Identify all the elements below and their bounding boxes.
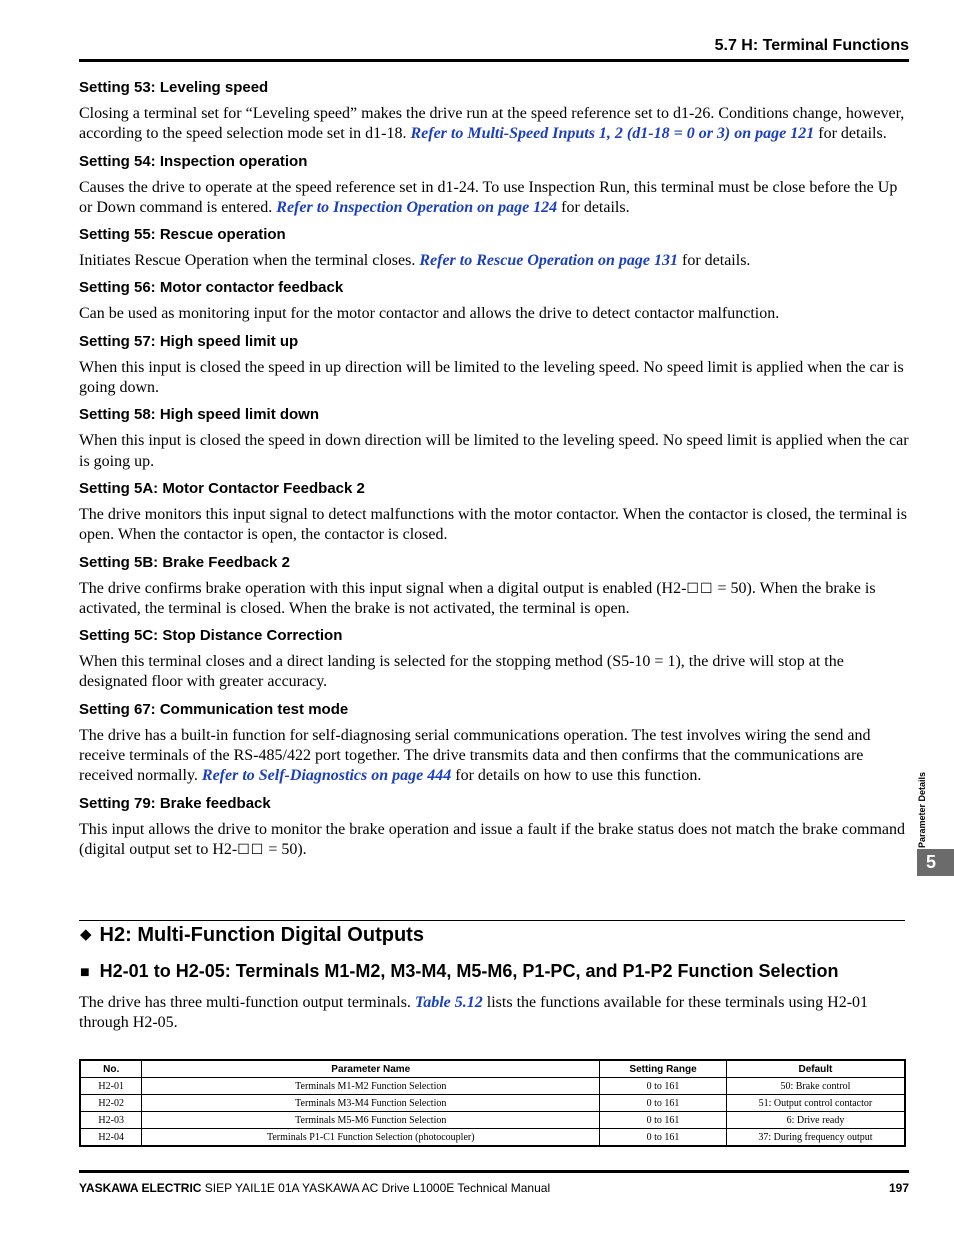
setting-text: for details on how to use this function. [451, 767, 702, 785]
setting-text: for details. [814, 125, 887, 143]
setting-text: Causes the drive to operate at the speed reference set in d1-24. To use Inspection Run, this terminal must be close before the Up or Down command is entered. [79, 178, 898, 216]
setting-description [79, 726, 909, 787]
setting-text: for details. [557, 198, 630, 216]
table-header-cell: Setting Range [600, 1060, 727, 1078]
table-cell: H2-03 [80, 1112, 142, 1129]
setting-block [79, 279, 909, 324]
table-cell: 0 to 161 [600, 1129, 727, 1147]
cross-reference-link[interactable]: Refer to Self-Diagnostics on page 444 [201, 767, 452, 785]
intro-text-before: The drive has three multi-function output terminals. [79, 994, 415, 1011]
table-cell: Terminals M5-M6 Function Selection [142, 1112, 600, 1129]
setting-text: Closing a terminal set for “Leveling speed” makes the drive run at the speed reference set to d1-26. Conditions change, however, according to the speed selection mode set in d1-18. [79, 105, 905, 143]
cross-reference-link[interactable]: Refer to Rescue Operation on page 131 [419, 252, 678, 270]
table-cell: Terminals M1-M2 Function Selection [142, 1078, 600, 1095]
setting-block [79, 153, 909, 219]
table-cell: H2-02 [80, 1095, 142, 1112]
table-header-cell: No. [80, 1060, 142, 1078]
setting-description [79, 358, 909, 399]
setting-description [79, 652, 909, 693]
table-cell: Terminals P1-C1 Function Selection (photocoupler) [142, 1129, 600, 1147]
placeholder-box-icon: ☐☐ [686, 580, 714, 597]
settings-list [79, 79, 909, 868]
setting-text: Can be used as monitoring input for the motor contactor and allows the drive to detect contactor malfunction. [79, 305, 780, 323]
placeholder-box-icon: ☐☐ [237, 841, 265, 858]
setting-title: Setting 5C: Stop Distance Correction [79, 627, 343, 645]
setting-description [79, 251, 909, 271]
setting-title: Setting 5A: Motor Contactor Feedback 2 [79, 479, 365, 497]
intro-text-after: lists the functions available for these terminals using H2-01 through H2-05. [79, 994, 869, 1032]
side-tab-number: 5 [917, 849, 954, 876]
table-cell: H2-01 [80, 1078, 142, 1095]
cross-reference-link[interactable]: Refer to Inspection Operation on page 124 [276, 198, 558, 216]
setting-title: Setting 53: Leveling speed [79, 79, 269, 96]
setting-text: When this input is closed the speed in down direction will be limited to the leveling speed. No speed limit is applied when the car is going up. [79, 432, 909, 470]
footer-brand: YASKAWA ELECTRIC [79, 1181, 202, 1195]
header-section-title: 5.7 H: Terminal Functions [714, 37, 909, 54]
setting-title: Setting 5B: Brake Feedback 2 [79, 553, 290, 571]
setting-title: Setting 56: Motor contactor feedback [79, 279, 344, 297]
setting-text: for details. [678, 252, 751, 270]
footer-page-number: 197 [888, 1181, 909, 1195]
setting-text: The drive confirms brake operation with this input signal when a digital output is enabled (H2- [79, 579, 687, 597]
footer-manual-title [79, 1181, 550, 1195]
square-bullet-icon: ■ [80, 964, 90, 981]
table-row [80, 1112, 905, 1129]
setting-block [79, 627, 909, 693]
footer-manual: SIEP YAIL1E 01A YASKAWA AC Drive L1000E Technical Manual [201, 1181, 551, 1195]
setting-title: Setting 67: Communication test mode [79, 700, 349, 718]
table-cell: 51: Output control contactor [726, 1095, 905, 1112]
setting-title: Setting 54: Inspection operation [79, 152, 308, 170]
setting-description [79, 431, 909, 472]
section-rule [79, 920, 905, 921]
table-row [80, 1078, 905, 1095]
section-heading-text: H2: Multi-Function Digital Outputs [99, 924, 424, 946]
setting-description [79, 820, 909, 861]
setting-text: This input allows the drive to monitor the brake operation and issue a fault if the brake status does not match the brake command (digital output set to H2- [79, 820, 905, 858]
cross-reference-link[interactable]: Refer to Multi-Speed Inputs 1, 2 (d1-18 = 0 or 3) on page 121 [410, 125, 815, 143]
table-row [80, 1129, 905, 1147]
section-subheading [80, 961, 838, 982]
setting-title: Setting 58: High speed limit down [79, 406, 320, 424]
table-cell: 0 to 161 [600, 1078, 727, 1095]
setting-block [79, 554, 909, 620]
footer-rule [79, 1170, 909, 1173]
table-cell: H2-04 [80, 1129, 142, 1147]
setting-title: Setting 57: High speed limit up [79, 332, 299, 350]
setting-text: When this terminal closes and a direct landing is selected for the stopping method (S5-10 = 1), the drive will stop at the designated floor with greater accuracy. [79, 653, 844, 691]
setting-block [79, 480, 909, 546]
table-header-row [80, 1060, 905, 1078]
table-cell: 0 to 161 [600, 1112, 727, 1129]
setting-title: Setting 79: Brake feedback [79, 794, 271, 812]
section-subheading-text: H2-01 to H2-05: Terminals M1-M2, M3-M4, M5-M6, P1-PC, and P1-P2 Function Selection [99, 961, 839, 981]
setting-description [79, 178, 909, 219]
header-rule [79, 59, 909, 62]
side-tab-label: Parameter Details [917, 771, 927, 848]
section-heading [80, 924, 424, 947]
diamond-bullet-icon: ◆ [80, 926, 92, 943]
setting-block [79, 226, 909, 271]
setting-block [79, 795, 909, 861]
table-header-cell: Default [726, 1060, 905, 1078]
table-row [80, 1095, 905, 1112]
setting-description [79, 104, 909, 145]
table-cell: 0 to 161 [600, 1095, 727, 1112]
setting-text: When this input is closed the speed in up direction will be limited to the leveling speed. No speed limit is applied when the car is going down. [79, 358, 904, 397]
setting-block [79, 79, 909, 145]
table-body [80, 1078, 905, 1147]
section-intro [79, 993, 909, 1034]
setting-text: The drive has a built-in function for self-diagnosing serial communications operation. The test involves wiring the send and receive terminals of the RS-485/422 port together. The drive transmits data and then confirms that the communications are received normally. [79, 726, 871, 785]
setting-title: Setting 55: Rescue operation [79, 226, 286, 244]
setting-text: Initiates Rescue Operation when the terminal closes. [79, 252, 420, 270]
setting-description [79, 579, 909, 620]
table-cell: 37: During frequency output [726, 1129, 905, 1147]
parameter-table [79, 1059, 906, 1147]
table-cell: Terminals M3-M4 Function Selection [142, 1095, 600, 1112]
setting-description [79, 505, 909, 546]
setting-text: The drive monitors this input signal to detect malfunctions with the motor contactor. When the contactor is closed, the terminal is open. When the contactor is open, the contactor is closed. [79, 505, 907, 544]
table-cell: 50: Brake control [726, 1078, 905, 1095]
setting-text: = 50). When the brake is activated, the terminal is closed. When the brake is not activated, the terminal is open. [79, 579, 876, 617]
table-cell: 6: Drive ready [726, 1112, 905, 1129]
setting-block [79, 406, 909, 472]
setting-block [79, 701, 909, 787]
table-header-cell: Parameter Name [142, 1060, 600, 1078]
setting-text: = 50). [264, 840, 307, 858]
table-reference-link[interactable]: Table 5.12 [414, 994, 483, 1011]
setting-block [79, 333, 909, 399]
setting-description [79, 304, 909, 324]
